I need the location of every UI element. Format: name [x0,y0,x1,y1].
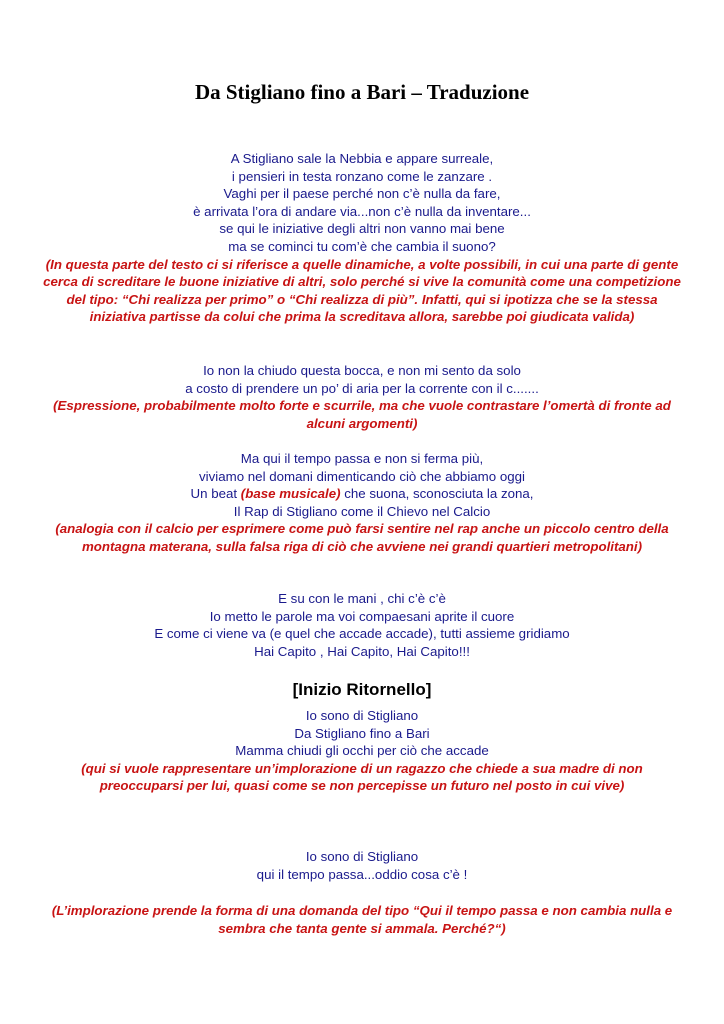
verse-line: Il Rap di Stigliano come il Chievo nel Calcio [233,503,491,519]
verse-line: Vaghi per il paese perché non c’è nulla da fare, [223,186,501,202]
verse-line: Io sono di Stigliano [305,849,419,864]
translator-note: (Espressione, probabilmente molto forte e scurrile, ma che vuole contrastare l’omertà di fronte ad alcuni argomenti) [53,398,671,431]
stanza-3 [40,450,684,556]
verse-text: Un beat [190,486,241,502]
verse-line: Io metto le parole ma voi compaesani aprite il cuore [209,608,515,624]
verse-line: A Stigliano sale la Nebbia e appare surreale, [230,151,494,166]
verse-line: a costo di prendere un po’ di aria per la corrente con il c....... [185,380,539,396]
verse-line: qui il tempo passa...oddio cosa c’è ! [256,866,468,882]
verse-line: E su con le mani , chi c’è c’è [278,591,446,606]
verse-text: che suona, sconosciuta la zona, [340,486,534,502]
translator-note: (In questa parte del testo ci si riferisce a quelle dinamiche, a volte possibili, in cui una parte di gente cerca di screditare le buone iniziative di altri, solo perché si vive la comunità come una competizione del tipo: “Chi realizza per primo” o “Chi realizza di più”. Infatti, qui si ipotizza che se la stessa iniziativa partisse da colui che prima la screditava allora, sarebbe poi giudicata valida) [43,256,681,325]
verse-line: Da Stigliano fino a Bari [294,725,430,741]
stanza-1 [40,150,684,326]
verse-line: Ma qui il tempo passa e non si ferma più, [240,451,484,466]
chorus-2 [40,848,684,883]
inline-note: (base musicale) [240,486,341,502]
chorus-heading: [Inizio Ritornello] [292,680,432,699]
translator-note: (L’implorazione prende la forma di una domanda del tipo “Qui il tempo passa e non cambia nulla e sembra che tanta gente si ammala. Perché?“) [51,903,673,936]
verse-line: Hai Capito , Hai Capito, Hai Capito!!! [254,643,470,659]
verse-line: Io sono di Stigliano [305,708,419,723]
verse-line: Io non la chiudo questa bocca, e non mi sento da solo [203,363,521,378]
translator-note: (analogia con il calcio per esprimere come può farsi sentire nel rap anche un piccolo centro della montagna materana, sulla falsa riga di ciò che avviene nei grandi quartieri metropolitani) [55,521,669,554]
translator-note: (qui si vuole rappresentare un’implorazione di un ragazzo che chiede a sua madre di non preoccuparsi per lui, quasi come se non percepisse un futuro nel posto in cui vive) [81,760,643,794]
verse-line-with-note [40,485,684,503]
verse-line: Mamma chiudi gli occhi per ciò che accade [235,743,489,759]
verse-line: i pensieri in testa ronzano come le zanzare . [231,168,493,184]
stanza-4 [40,590,684,660]
stanza-2 [40,362,684,432]
page-title: Da Stigliano fino a Bari – Traduzione [194,80,530,104]
verse-line: ma se cominci tu com’è che cambia il suono? [228,238,496,254]
final-note-block [40,902,684,937]
verse-line: se qui le iniziative degli altri non vanno mai bene [219,221,505,237]
verse-line: è arrivata l’ora di andare via...non c’è nulla da inventare... [193,203,531,219]
chorus-1 [40,707,684,795]
verse-line: E come ci viene va (e quel che accade accade), tutti assieme gridiamo [154,626,570,642]
verse-line: viviamo nel domani dimenticando ciò che abbiamo oggi [199,468,525,484]
